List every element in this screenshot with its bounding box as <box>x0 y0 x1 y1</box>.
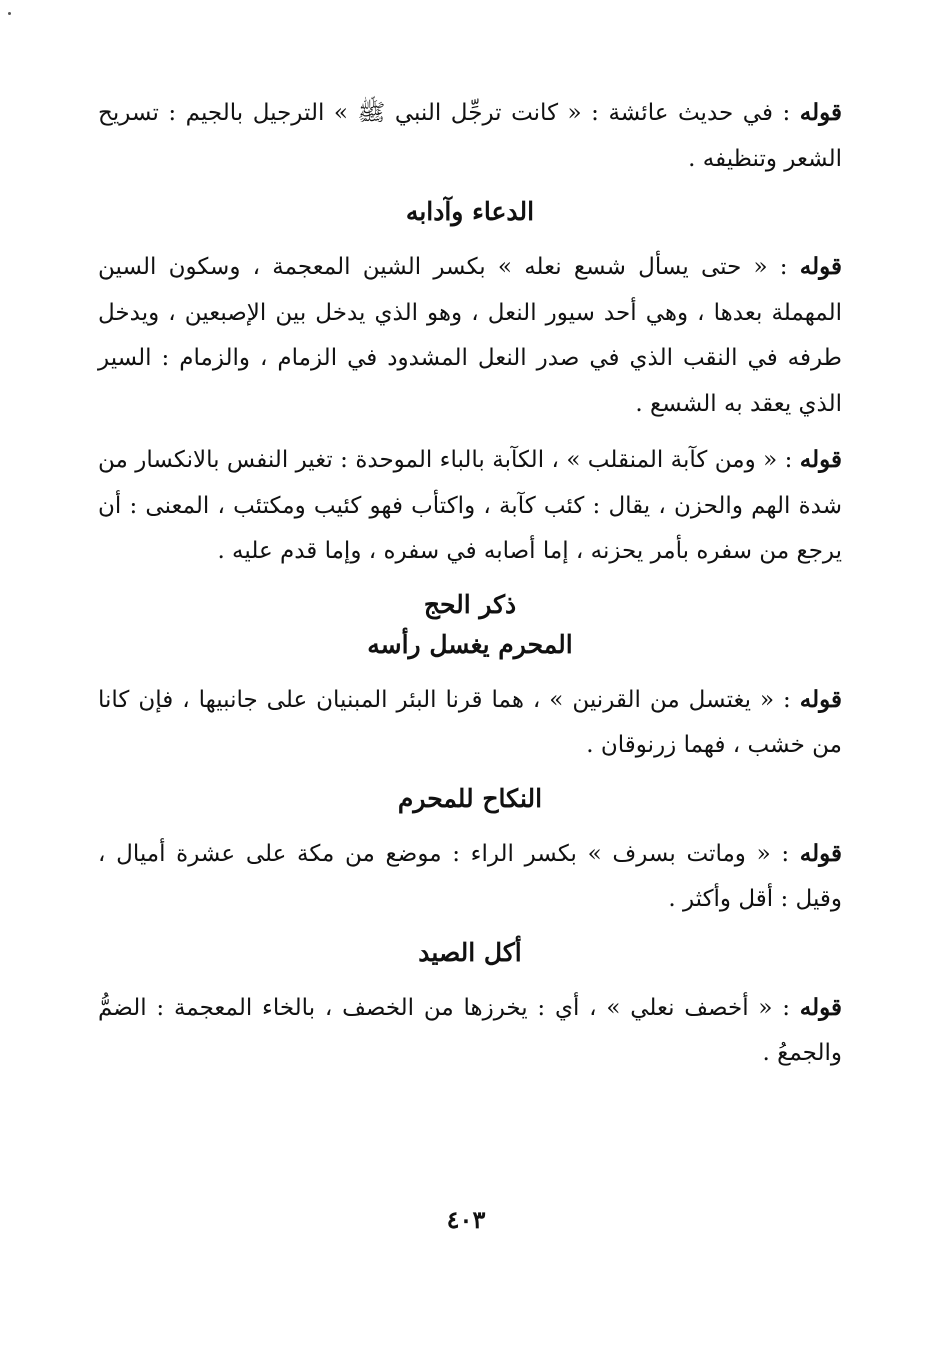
section-heading-hajj: ذكر الحج <box>423 589 517 619</box>
paragraph-lead-word: قوله <box>799 253 842 280</box>
paragraph-text: : في حديث عائشة : « كانت ترجِّل النبي ﷺ » الترجيل بالجيم : تسريح الشعر وتنظيفه . <box>98 100 842 172</box>
paragraph-sarif <box>98 831 842 923</box>
paragraph-lead-word: قوله <box>799 839 842 867</box>
paragraph-tarjil <box>98 90 842 182</box>
section-heading-nikah: النكاح للمحرم <box>397 783 543 813</box>
paragraph-kaaba <box>98 437 842 575</box>
paragraph-lead-word: قوله <box>799 446 842 473</box>
paragraph-text: : « يغتسل من القرنين » ، هما قرنا البئر المبنيان على جانبيها ، فإن كانا من خشب ، فهما زرنوقان . <box>98 686 842 758</box>
section-heading-dua: الدعاء وآدابه <box>405 197 535 226</box>
page-body <box>98 90 842 1087</box>
paragraph-shis <box>98 244 842 427</box>
paragraph-lead-word: قوله <box>799 99 842 126</box>
paragraph-lead-word: قوله <box>799 685 842 713</box>
paragraph-text: : « أخصف نعلي » ، أي : يخرزها من الخصف ، بالخاء المعجمة : الضمُّ والجمعُ . <box>98 994 842 1066</box>
paragraph-text: : « حتى يسأل شسع نعله » بكسر الشين المعجمة ، وسكون السين المهملة بعدها ، وهي أحد سيور النعل ، وهو الذي يدخل بين الإصبعين ، ويدخل طرفه في النقب الذي في صدر النعل المشدود في الزمام ، والزمام : السير الذي يعقد به الشسع . <box>98 254 842 417</box>
scan-speck <box>8 12 11 15</box>
paragraph-text: : « وماتت بسرف » بكسر الراء : موضع من مكة على عشرة أميال ، وقيل : أقل وأكثر . <box>98 840 842 912</box>
paragraph-khasf <box>98 985 842 1077</box>
paragraph-text: : « ومن كآبة المنقلب » ، الكآبة بالباء الموحدة : تغير النفس بالانكسار من شدة الهم والحزن ، يقال : كئب كآبة ، واكتأب فهو كئيب ومكتئب ، المعنى : أن يرجع من سفره بأمر يحزنه ، إما أصابه في سفره ، وإما قدم عليه . <box>98 447 842 564</box>
page-number: ٤٠٣ <box>446 1205 486 1234</box>
section-heading-sayd: أكل الصيد <box>418 937 522 967</box>
paragraph-qarnayn <box>98 677 842 769</box>
section-subheading-muhrim-wash: المحرم يغسل رأسه <box>367 629 573 659</box>
paragraph-lead-word: قوله <box>799 993 842 1021</box>
